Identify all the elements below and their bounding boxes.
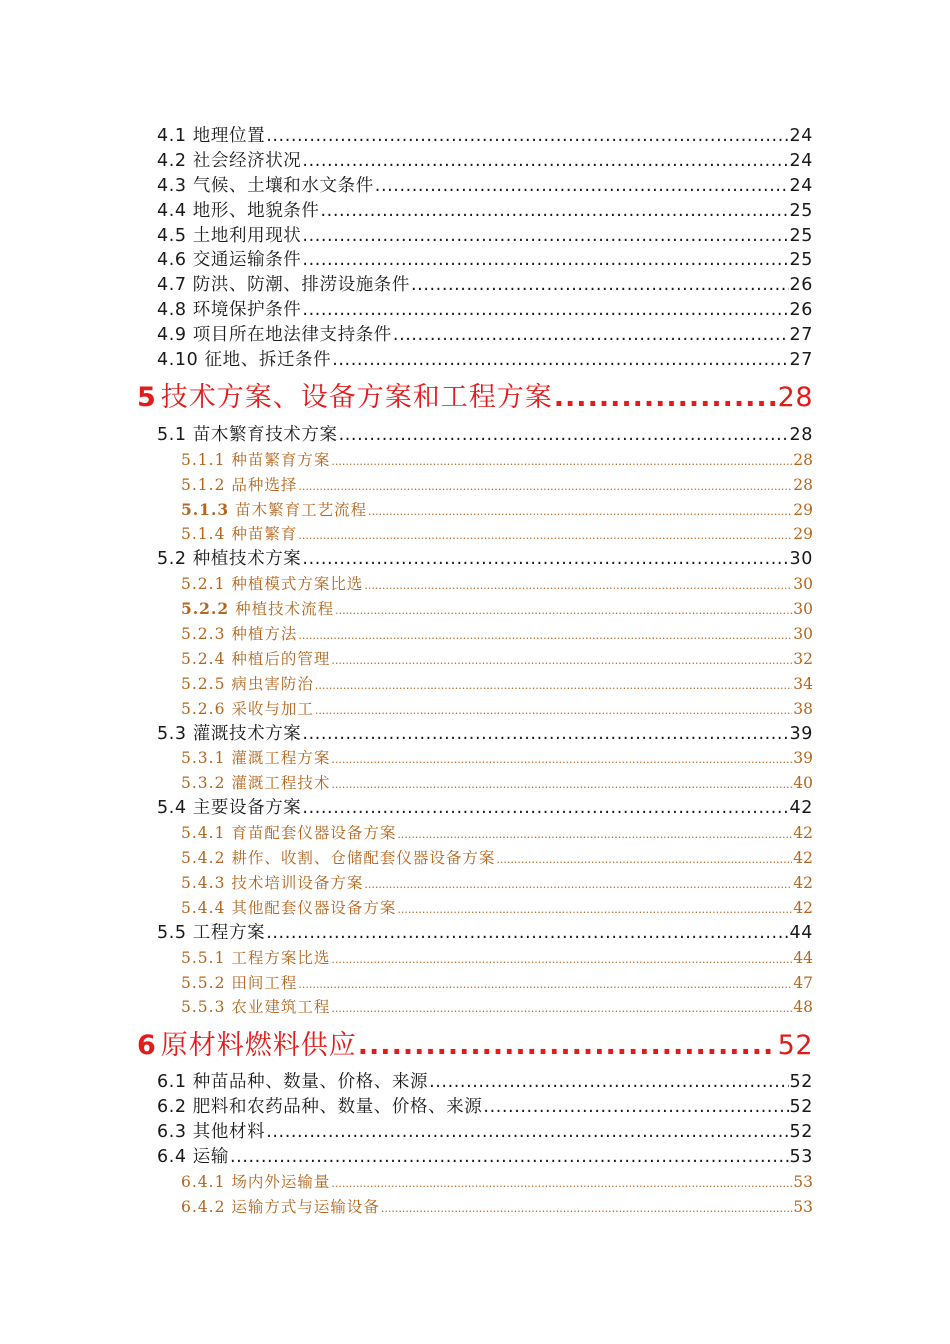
toc-entry-title: 场内外运输量 [231, 1172, 331, 1191]
toc-page-number: 30 [793, 600, 813, 619]
toc-page-number: 39 [789, 723, 813, 744]
dot-leader [302, 722, 788, 747]
dot-leader [483, 1095, 788, 1120]
toc-page-number: 27 [789, 325, 813, 346]
toc-entry-title: 种植模式方案比选 [231, 575, 364, 594]
chapter-title: 技术方案、设备方案和工程方案 [160, 381, 553, 413]
dot-leader [331, 997, 792, 1022]
chapter-number: 6 [137, 1030, 157, 1062]
toc-entry-title: 种苗繁育 [231, 525, 298, 544]
dot-leader [302, 796, 788, 821]
chapter-title: 原材料燃料供应 [160, 1030, 357, 1062]
toc-page-number: 27 [789, 350, 813, 371]
toc-entry-title: 其他配套仪器设备方案 [231, 898, 397, 917]
dot-leader [429, 1070, 788, 1095]
toc-page-number: 30 [789, 549, 813, 570]
toc-entry-number: 5.2.2 [181, 599, 230, 619]
toc-page-number: 32 [793, 649, 813, 668]
toc-entry-title: 技术培训设备方案 [231, 873, 364, 892]
toc-entry-label: 6.3 其他材料 [157, 1122, 266, 1143]
dot-leader [302, 298, 788, 323]
toc-entry-5-2-2[interactable] [137, 597, 813, 622]
toc-entry-5-3-2[interactable] [137, 771, 813, 796]
toc-chapter-5[interactable] [137, 373, 813, 423]
toc-page-number: 44 [789, 922, 813, 943]
toc-entry-title: 运输方式与运输设备 [231, 1197, 380, 1216]
toc-page-number: 28 [793, 450, 813, 469]
toc-entry-label: 4.7 防洪、防潮、排涝设施条件 [157, 275, 410, 296]
dot-leader [266, 1120, 788, 1145]
toc-entry-4-3[interactable] [137, 174, 813, 199]
toc-entry-number: 5.4.4 [181, 898, 226, 917]
toc-entry-title: 采收与加工 [231, 699, 314, 718]
toc-page-number: 28 [793, 475, 813, 494]
toc-entry-label: 6.1 种苗品种、数量、价格、来源 [157, 1072, 429, 1093]
toc-page-number: 53 [789, 1146, 813, 1167]
dot-leader [364, 574, 792, 599]
dot-leader [321, 199, 789, 224]
dot-leader [411, 273, 789, 298]
toc-entry-5-2-1[interactable] [137, 572, 813, 597]
toc-entry-number: 5.4.1 [181, 824, 226, 843]
toc-entry-title: 品种选择 [231, 475, 298, 494]
dot-leader [364, 873, 792, 898]
dot-leader [397, 823, 792, 848]
toc-page-number: 25 [789, 225, 813, 246]
dot-leader [266, 124, 788, 149]
table-of-contents [137, 124, 813, 1220]
toc-entry-title: 种植技术流程 [235, 600, 335, 619]
toc-entry-label: 6.4 运输 [157, 1146, 229, 1167]
dot-leader [298, 475, 792, 500]
toc-entry-number: 5.1.4 [181, 525, 226, 544]
toc-entry-label: 4.3 气候、土壤和水文条件 [157, 175, 374, 196]
toc-page-number: 38 [793, 699, 813, 718]
toc-entry-4-10[interactable] [137, 348, 813, 373]
toc-entry-6-1[interactable] [137, 1070, 813, 1095]
toc-page-number: 30 [793, 625, 813, 644]
toc-entry-number: 5.5.2 [181, 973, 226, 992]
toc-page-number: 30 [793, 575, 813, 594]
dot-leader [331, 1172, 792, 1197]
dot-leader [315, 699, 792, 724]
toc-entry-5-5[interactable] [137, 921, 813, 946]
dot-leader [331, 450, 792, 475]
toc-entry-5-1-2[interactable] [137, 473, 813, 498]
toc-page-number: 48 [793, 998, 813, 1017]
toc-entry-number: 5.5.1 [181, 948, 226, 967]
dot-leader [331, 773, 792, 798]
toc-page-number: 42 [793, 824, 813, 843]
toc-entry-number: 5.4.2 [181, 849, 226, 868]
toc-entry-number: 6.4.2 [181, 1197, 226, 1216]
toc-entry-label: 4.2 社会经济状况 [157, 150, 302, 171]
dot-leader [331, 748, 792, 773]
dot-leader [393, 323, 789, 348]
toc-page-number: 34 [793, 674, 813, 693]
toc-entry-5-2[interactable] [137, 547, 813, 572]
toc-entry-5-5-2[interactable] [137, 971, 813, 996]
toc-entry-number: 5.2.6 [181, 699, 226, 718]
toc-entry-label: 4.10 征地、拆迁条件 [157, 350, 332, 371]
toc-page-number: 47 [793, 973, 813, 992]
toc-page-number: 24 [789, 150, 813, 171]
toc-entry-label: 4.9 项目所在地法律支持条件 [157, 325, 392, 346]
toc-entry-number: 5.2.5 [181, 674, 226, 693]
toc-entry-label: 5.4 主要设备方案 [157, 798, 302, 819]
toc-page-number: 28 [789, 424, 813, 445]
dot-leader [230, 1145, 789, 1170]
toc-page-number: 52 [789, 1122, 813, 1143]
toc-entry-title: 耕作、收割、仓储配套仪器设备方案 [231, 849, 496, 868]
toc-entry-5-2-5[interactable] [137, 672, 813, 697]
toc-entry-6-3[interactable] [137, 1120, 813, 1145]
toc-page-number: 25 [789, 200, 813, 221]
toc-entry-number: 6.4.1 [181, 1172, 226, 1191]
toc-page-number: 42 [793, 873, 813, 892]
toc-entry-label: 5.3 灌溉技术方案 [157, 723, 302, 744]
toc-entry-5-5-3[interactable] [137, 995, 813, 1020]
toc-entry-number: 5.4.3 [181, 873, 226, 892]
toc-entry-5-4-4[interactable] [137, 896, 813, 921]
toc-page-number: 44 [793, 948, 813, 967]
toc-entry-title: 田间工程 [231, 973, 298, 992]
toc-entry-5-3[interactable] [137, 722, 813, 747]
dot-leader [496, 848, 792, 873]
toc-entry-4-4[interactable] [137, 199, 813, 224]
toc-entry-5-2-3[interactable] [137, 622, 813, 647]
toc-entry-title: 灌溉工程方案 [231, 749, 331, 768]
toc-entry-number: 5.2.4 [181, 649, 226, 668]
dot-leader [298, 524, 792, 549]
toc-chapter-6[interactable] [137, 1020, 813, 1070]
toc-entry-title: 工程方案比选 [231, 948, 331, 967]
dot-leader [331, 948, 792, 973]
toc-entry-4-5[interactable] [137, 224, 813, 249]
toc-entry-number: 5.3.1 [181, 749, 226, 768]
toc-entry-4-7[interactable] [137, 273, 813, 298]
toc-entry-title: 灌溉工程技术 [231, 774, 331, 793]
dot-leader [335, 599, 792, 624]
toc-entry-number: 5.1.3 [181, 499, 230, 519]
toc-entry-6-4-2[interactable] [137, 1195, 813, 1220]
toc-entry-5-4-3[interactable] [137, 871, 813, 896]
toc-page-number: 53 [793, 1197, 813, 1216]
toc-page-number: 29 [793, 525, 813, 544]
toc-page-number: 52 [789, 1097, 813, 1118]
toc-entry-4-1[interactable] [137, 124, 813, 149]
toc-entry-5-4-2[interactable] [137, 846, 813, 871]
toc-page-number: 26 [789, 275, 813, 296]
toc-entry-4-9[interactable] [137, 323, 813, 348]
toc-entry-label: 5.2 种植技术方案 [157, 549, 302, 570]
toc-entry-5-1[interactable] [137, 423, 813, 448]
toc-page-number: 25 [789, 250, 813, 271]
toc-page-number: 29 [793, 500, 813, 519]
dot-leader [302, 547, 788, 572]
chapter-number: 5 [137, 381, 157, 413]
dot-leader [554, 373, 777, 423]
toc-entry-number: 5.1.2 [181, 475, 226, 494]
dot-leader [381, 1197, 792, 1222]
toc-page-number: 52 [777, 1030, 813, 1062]
toc-entry-label: 4.1 地理位置 [157, 126, 266, 146]
toc-page-number: 52 [789, 1072, 813, 1093]
dot-leader [339, 423, 789, 448]
toc-entry-title: 苗木繁育工艺流程 [235, 500, 368, 519]
dot-leader [298, 973, 792, 998]
toc-entry-5-5-1[interactable] [137, 946, 813, 971]
dot-leader [332, 348, 788, 373]
toc-page-number: 24 [789, 126, 813, 146]
toc-entry-6-4[interactable] [137, 1145, 813, 1170]
toc-entry-6-2[interactable] [137, 1095, 813, 1120]
toc-entry-label: 4.4 地形、地貌条件 [157, 200, 320, 221]
dot-leader [368, 500, 792, 525]
toc-entry-5-4[interactable] [137, 796, 813, 821]
dot-leader [331, 649, 792, 674]
toc-page-number: 39 [793, 749, 813, 768]
dot-leader [358, 1020, 777, 1072]
toc-entry-number: 5.5.3 [181, 998, 226, 1017]
dot-leader [298, 624, 792, 649]
toc-entry-title: 种植后的管理 [231, 649, 331, 668]
toc-entry-title: 农业建筑工程 [231, 998, 331, 1017]
toc-page-number: 24 [789, 175, 813, 196]
toc-entry-4-2[interactable] [137, 149, 813, 174]
toc-entry-5-1-4[interactable] [137, 522, 813, 547]
toc-entry-label: 4.8 环境保护条件 [157, 300, 302, 321]
toc-entry-label: 4.5 土地利用现状 [157, 225, 302, 246]
toc-entry-number: 5.3.2 [181, 774, 226, 793]
toc-entry-5-2-6[interactable] [137, 697, 813, 722]
dot-leader [397, 898, 792, 923]
toc-entry-4-8[interactable] [137, 298, 813, 323]
toc-entry-5-1-1[interactable] [137, 448, 813, 473]
toc-entry-label: 5.1 苗木繁育技术方案 [157, 424, 338, 445]
dot-leader [315, 674, 792, 699]
toc-page-number: 26 [789, 300, 813, 321]
toc-entry-4-6[interactable] [137, 248, 813, 273]
dot-leader [266, 921, 788, 946]
dot-leader [375, 174, 789, 199]
toc-page-number: 42 [789, 798, 813, 819]
toc-entry-title: 种植方法 [231, 625, 298, 644]
toc-entry-label: 5.5 工程方案 [157, 922, 266, 943]
toc-entry-number: 5.2.1 [181, 575, 226, 594]
dot-leader [302, 224, 788, 249]
toc-entry-title: 种苗繁育方案 [231, 450, 331, 469]
toc-page-number: 42 [793, 849, 813, 868]
toc-entry-5-1-3[interactable] [137, 498, 813, 523]
toc-entry-5-3-1[interactable] [137, 746, 813, 771]
toc-entry-number: 5.2.3 [181, 625, 226, 644]
toc-entry-label: 6.2 肥料和农药品种、数量、价格、来源 [157, 1097, 483, 1118]
toc-entry-6-4-1[interactable] [137, 1170, 813, 1195]
toc-entry-5-4-1[interactable] [137, 821, 813, 846]
toc-page-number: 40 [793, 774, 813, 793]
toc-page-number: 53 [793, 1172, 813, 1191]
toc-page-number: 28 [777, 381, 813, 413]
toc-entry-number: 5.1.1 [181, 450, 226, 469]
dot-leader [302, 149, 788, 174]
toc-page-number: 42 [793, 898, 813, 917]
dot-leader [302, 248, 788, 273]
toc-entry-label: 4.6 交通运输条件 [157, 250, 302, 271]
toc-entry-title: 病虫害防治 [231, 674, 314, 693]
toc-entry-title: 育苗配套仪器设备方案 [231, 824, 397, 843]
toc-entry-5-2-4[interactable] [137, 647, 813, 672]
